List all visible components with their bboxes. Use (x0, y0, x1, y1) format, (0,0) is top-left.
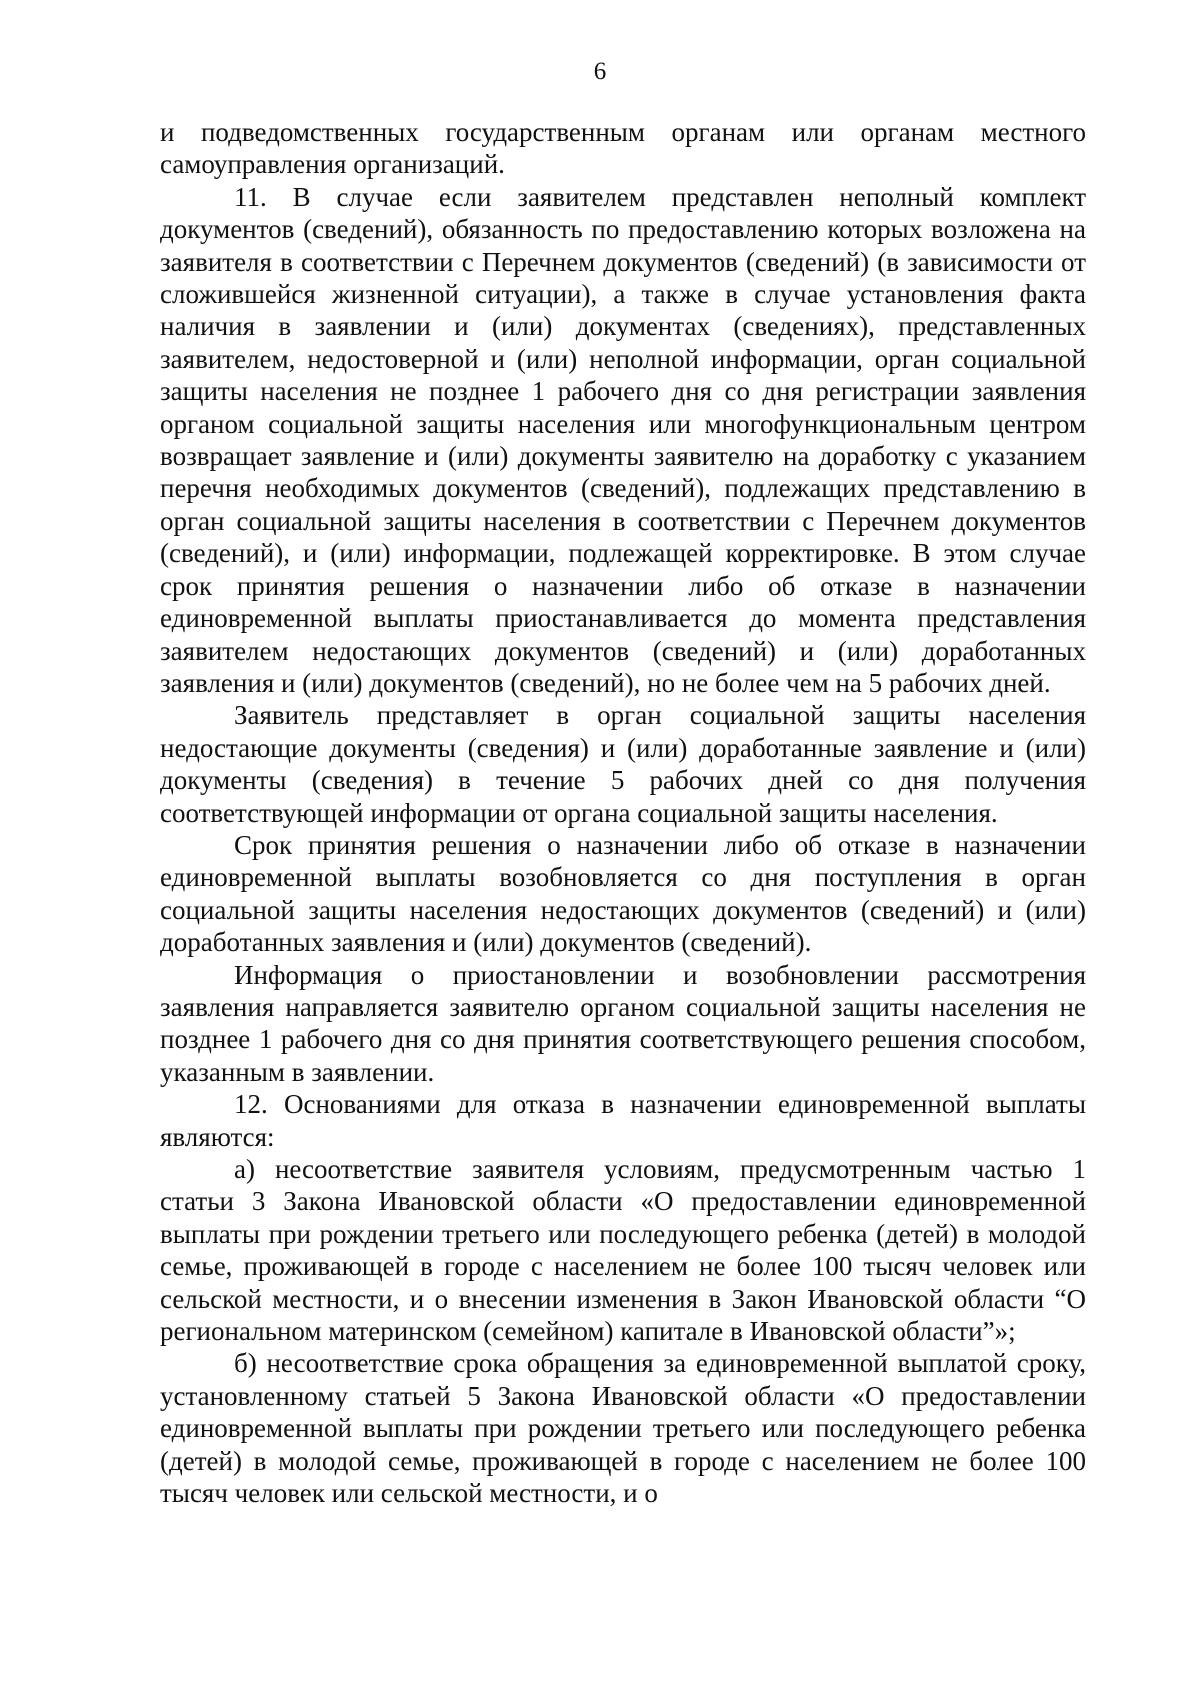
paragraph-item-12a: а) несоответствие заявителя условиям, предусмотренным частью 1 статьи 3 Закона Ивановской области «О предоставлении единовременной выплаты при рождении третьего или последующего ребенка (детей) в молодой семье, проживающей в городе с населением не более 100 тысяч человек или сельской местности, и о внесении изменения в Закон Ивановской области “О региональном материнском (семейном) капитале в Ивановской области”»; (160, 1154, 1086, 1347)
paragraph-term-resumed: Срок принятия решения о назначении либо об отказе в назначении единовременной выплаты возобновляется со дня поступления в орган социальной защиты населения недостающих документов (сведений) и (или) доработанных заявления и (или) документов (сведений). (160, 829, 1086, 958)
paragraph-suspension-info: Информация о приостановлении и возобновлении рассмотрения заявления направляется заявителю органом социальной защиты населения не позднее 1 рабочего дня со дня принятия соответствующего решения способом, указанным в заявлении. (160, 959, 1086, 1087)
paragraph-continuation: и подведомственных государственным органам или органам местного самоуправления организаций. (160, 117, 1086, 180)
paragraph-item-11: 11. В случае если заявителем представлен неполный комплект документов (сведений), обязанность по предоставлению которых возложена на заявителя в соответствии с Перечнем документов (сведений) (в зависимости от сложившейся жизненной ситуации), а также в случае установления факта наличия в заявлении и (или) документах (сведениях), представленных заявителем, недостоверной и (или) неполной информации, орган социальной защиты населения не позднее 1 рабочего дня со дня регистрации заявления органом социальной защиты населения или многофункциональным центром возвращает заявление и (или) документы заявителю на доработку с указанием перечня необходимых документов (сведений), подлежащих представлению в орган социальной защиты населения в соответствии с Перечнем документов (сведений), и (или) информации, подлежащей корректировке. В этом случае срок принятия решения о назначении либо об отказе в назначении единовременной выплаты приостанавливается до момента представления заявителем недостающих документов (сведений) и (или) доработанных заявления и (или) документов (сведений), но не более чем на 5 рабочих дней. (160, 181, 1086, 698)
document-body (160, 116, 1086, 1509)
paragraph-applicant-submits: Заявитель представляет в орган социальной защиты населения недостающие документы (сведения) и (или) доработанные заявление и (или) документы (сведения) в течение 5 рабочих дней со дня получения соответствующей информации от органа социальной защиты населения. (160, 700, 1086, 828)
paragraph-item-12b: б) несоответствие срока обращения за единовременной выплатой сроку, установленному статьей 5 Закона Ивановской области «О предоставлении единовременной выплаты при рождении третьего или последующего ребенка (детей) в молодой семье, проживающей в городе с населением не более 100 тысяч человек или сельской местности, и о (160, 1348, 1086, 1509)
paragraph-item-12: 12. Основаниями для отказа в назначении единовременной выплаты являются: (160, 1089, 1086, 1152)
page-number: 6 (593, 58, 607, 85)
